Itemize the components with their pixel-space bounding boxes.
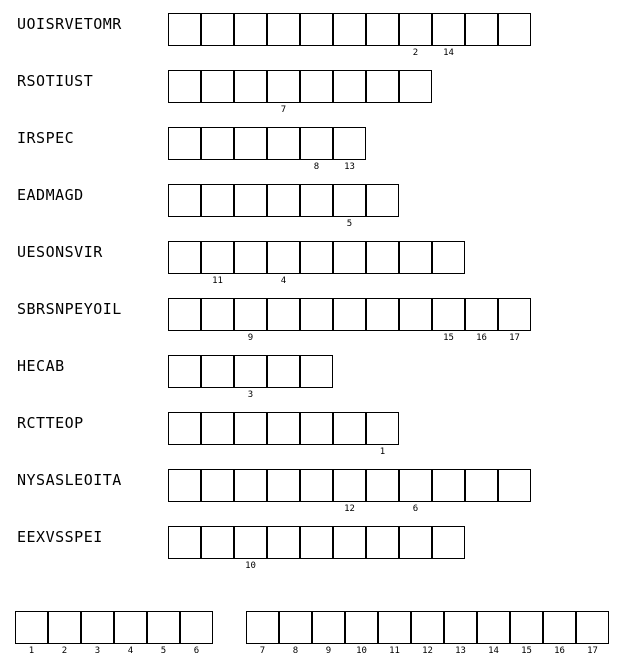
letter-box[interactable] bbox=[168, 241, 201, 274]
clue-number: 12 bbox=[344, 504, 355, 514]
letter-box[interactable] bbox=[168, 127, 201, 160]
clue-number: 9 bbox=[247, 333, 254, 343]
letter-box[interactable] bbox=[399, 70, 432, 103]
letter-box[interactable] bbox=[168, 184, 201, 217]
letter-box[interactable] bbox=[300, 412, 333, 445]
letter-box[interactable] bbox=[432, 13, 465, 46]
letter-box[interactable] bbox=[300, 13, 333, 46]
letter-box[interactable] bbox=[234, 526, 267, 559]
answer-number: 7 bbox=[259, 646, 266, 656]
answer-box[interactable] bbox=[15, 611, 48, 644]
answer-box[interactable] bbox=[444, 611, 477, 644]
letter-box[interactable] bbox=[432, 469, 465, 502]
scrambled-word: EEXVSSPEI bbox=[17, 528, 103, 546]
clue-number: 8 bbox=[313, 162, 320, 172]
letter-box[interactable] bbox=[267, 13, 300, 46]
letter-box[interactable] bbox=[168, 526, 201, 559]
letter-box[interactable] bbox=[168, 355, 201, 388]
clue-number: 3 bbox=[247, 390, 254, 400]
letter-box[interactable] bbox=[366, 526, 399, 559]
letter-box[interactable] bbox=[267, 355, 300, 388]
letter-box[interactable] bbox=[300, 184, 333, 217]
letter-box[interactable] bbox=[333, 298, 366, 331]
letter-box[interactable] bbox=[201, 241, 234, 274]
letter-box[interactable] bbox=[168, 13, 201, 46]
answer-box[interactable] bbox=[510, 611, 543, 644]
letter-box[interactable] bbox=[333, 127, 366, 160]
answer-number: 10 bbox=[356, 646, 367, 656]
letter-box[interactable] bbox=[333, 70, 366, 103]
answer-number: 14 bbox=[488, 646, 499, 656]
letter-box[interactable] bbox=[300, 355, 333, 388]
letter-box[interactable] bbox=[333, 412, 366, 445]
scrambled-word: RSOTIUST bbox=[17, 72, 94, 90]
letter-box[interactable] bbox=[201, 13, 234, 46]
letter-box[interactable] bbox=[267, 469, 300, 502]
answer-number: 17 bbox=[587, 646, 598, 656]
answer-box[interactable] bbox=[378, 611, 411, 644]
answer-number: 11 bbox=[389, 646, 400, 656]
letter-box[interactable] bbox=[267, 241, 300, 274]
letter-box[interactable] bbox=[366, 184, 399, 217]
answer-number: 1 bbox=[28, 646, 35, 656]
letter-box[interactable] bbox=[234, 184, 267, 217]
letter-box[interactable] bbox=[201, 526, 234, 559]
clue-number: 5 bbox=[346, 219, 353, 229]
answer-number: 6 bbox=[193, 646, 200, 656]
answer-box[interactable] bbox=[147, 611, 180, 644]
letter-box[interactable] bbox=[465, 469, 498, 502]
scrambled-word: NYSASLEOITA bbox=[17, 471, 122, 489]
letter-box[interactable] bbox=[498, 13, 531, 46]
letter-box[interactable] bbox=[201, 184, 234, 217]
answer-box[interactable] bbox=[81, 611, 114, 644]
letter-box[interactable] bbox=[168, 298, 201, 331]
answer-box[interactable] bbox=[411, 611, 444, 644]
letter-box[interactable] bbox=[399, 298, 432, 331]
letter-box[interactable] bbox=[234, 241, 267, 274]
letter-box[interactable] bbox=[399, 526, 432, 559]
letter-box[interactable] bbox=[300, 241, 333, 274]
letter-box[interactable] bbox=[498, 469, 531, 502]
letter-box[interactable] bbox=[300, 298, 333, 331]
answer-box[interactable] bbox=[180, 611, 213, 644]
clue-number: 10 bbox=[245, 561, 256, 571]
answer-box[interactable] bbox=[48, 611, 81, 644]
letter-box[interactable] bbox=[234, 298, 267, 331]
letter-box[interactable] bbox=[234, 13, 267, 46]
clue-number: 14 bbox=[443, 48, 454, 58]
scrambled-word: UESONSVIR bbox=[17, 243, 103, 261]
answer-box[interactable] bbox=[543, 611, 576, 644]
letter-box[interactable] bbox=[201, 412, 234, 445]
letter-box[interactable] bbox=[234, 355, 267, 388]
letter-box[interactable] bbox=[333, 241, 366, 274]
letter-box[interactable] bbox=[267, 412, 300, 445]
letter-box[interactable] bbox=[333, 184, 366, 217]
answer-box[interactable] bbox=[279, 611, 312, 644]
clue-number: 11 bbox=[212, 276, 223, 286]
answer-number: 13 bbox=[455, 646, 466, 656]
letter-box[interactable] bbox=[168, 412, 201, 445]
letter-box[interactable] bbox=[234, 127, 267, 160]
scrambled-word: EADMAGD bbox=[17, 186, 84, 204]
clue-number: 6 bbox=[412, 504, 419, 514]
scrambled-word: UOISRVETOMR bbox=[17, 15, 122, 33]
letter-box[interactable] bbox=[267, 298, 300, 331]
letter-box[interactable] bbox=[234, 412, 267, 445]
answer-box[interactable] bbox=[345, 611, 378, 644]
answer-number: 8 bbox=[292, 646, 299, 656]
letter-box[interactable] bbox=[201, 469, 234, 502]
answer-number: 3 bbox=[94, 646, 101, 656]
clue-number: 13 bbox=[344, 162, 355, 172]
letter-box[interactable] bbox=[432, 241, 465, 274]
answer-number: 15 bbox=[521, 646, 532, 656]
answer-number: 9 bbox=[325, 646, 332, 656]
letter-box[interactable] bbox=[465, 298, 498, 331]
answer-box[interactable] bbox=[477, 611, 510, 644]
letter-box[interactable] bbox=[234, 70, 267, 103]
answer-number: 16 bbox=[554, 646, 565, 656]
letter-box[interactable] bbox=[432, 298, 465, 331]
letter-box[interactable] bbox=[300, 469, 333, 502]
answer-box[interactable] bbox=[576, 611, 609, 644]
letter-box[interactable] bbox=[366, 241, 399, 274]
answer-number: 4 bbox=[127, 646, 134, 656]
letter-box[interactable] bbox=[366, 70, 399, 103]
letter-box[interactable] bbox=[300, 127, 333, 160]
letter-box[interactable] bbox=[300, 70, 333, 103]
letter-box[interactable] bbox=[300, 526, 333, 559]
letter-box[interactable] bbox=[267, 70, 300, 103]
letter-box[interactable] bbox=[399, 469, 432, 502]
letter-box[interactable] bbox=[333, 469, 366, 502]
letter-box[interactable] bbox=[465, 13, 498, 46]
clue-number: 15 bbox=[443, 333, 454, 343]
answer-box[interactable] bbox=[114, 611, 147, 644]
scrambled-word: SBRSNPEYOIL bbox=[17, 300, 122, 318]
clue-number: 16 bbox=[476, 333, 487, 343]
answer-box[interactable] bbox=[312, 611, 345, 644]
letter-box[interactable] bbox=[366, 412, 399, 445]
scrambled-word: HECAB bbox=[17, 357, 65, 375]
answer-number: 5 bbox=[160, 646, 167, 656]
letter-box[interactable] bbox=[168, 469, 201, 502]
letter-box[interactable] bbox=[498, 298, 531, 331]
letter-box[interactable] bbox=[366, 13, 399, 46]
letter-box[interactable] bbox=[201, 70, 234, 103]
answer-number: 2 bbox=[61, 646, 68, 656]
scrambled-word: RCTTEOP bbox=[17, 414, 84, 432]
letter-box[interactable] bbox=[168, 70, 201, 103]
letter-box[interactable] bbox=[333, 13, 366, 46]
clue-number: 7 bbox=[280, 105, 287, 115]
letter-box[interactable] bbox=[432, 526, 465, 559]
letter-box[interactable] bbox=[366, 469, 399, 502]
letter-box[interactable] bbox=[267, 526, 300, 559]
clue-number: 17 bbox=[509, 333, 520, 343]
letter-box[interactable] bbox=[201, 127, 234, 160]
clue-number: 1 bbox=[379, 447, 386, 457]
answer-box[interactable] bbox=[246, 611, 279, 644]
letter-box[interactable] bbox=[234, 469, 267, 502]
letter-box[interactable] bbox=[399, 13, 432, 46]
letter-box[interactable] bbox=[333, 526, 366, 559]
clue-number: 2 bbox=[412, 48, 419, 58]
letter-box[interactable] bbox=[366, 298, 399, 331]
letter-box[interactable] bbox=[201, 355, 234, 388]
letter-box[interactable] bbox=[399, 241, 432, 274]
answer-number: 12 bbox=[422, 646, 433, 656]
letter-box[interactable] bbox=[267, 184, 300, 217]
clue-number: 4 bbox=[280, 276, 287, 286]
letter-box[interactable] bbox=[267, 127, 300, 160]
letter-box[interactable] bbox=[201, 298, 234, 331]
scrambled-word: IRSPEC bbox=[17, 129, 75, 147]
